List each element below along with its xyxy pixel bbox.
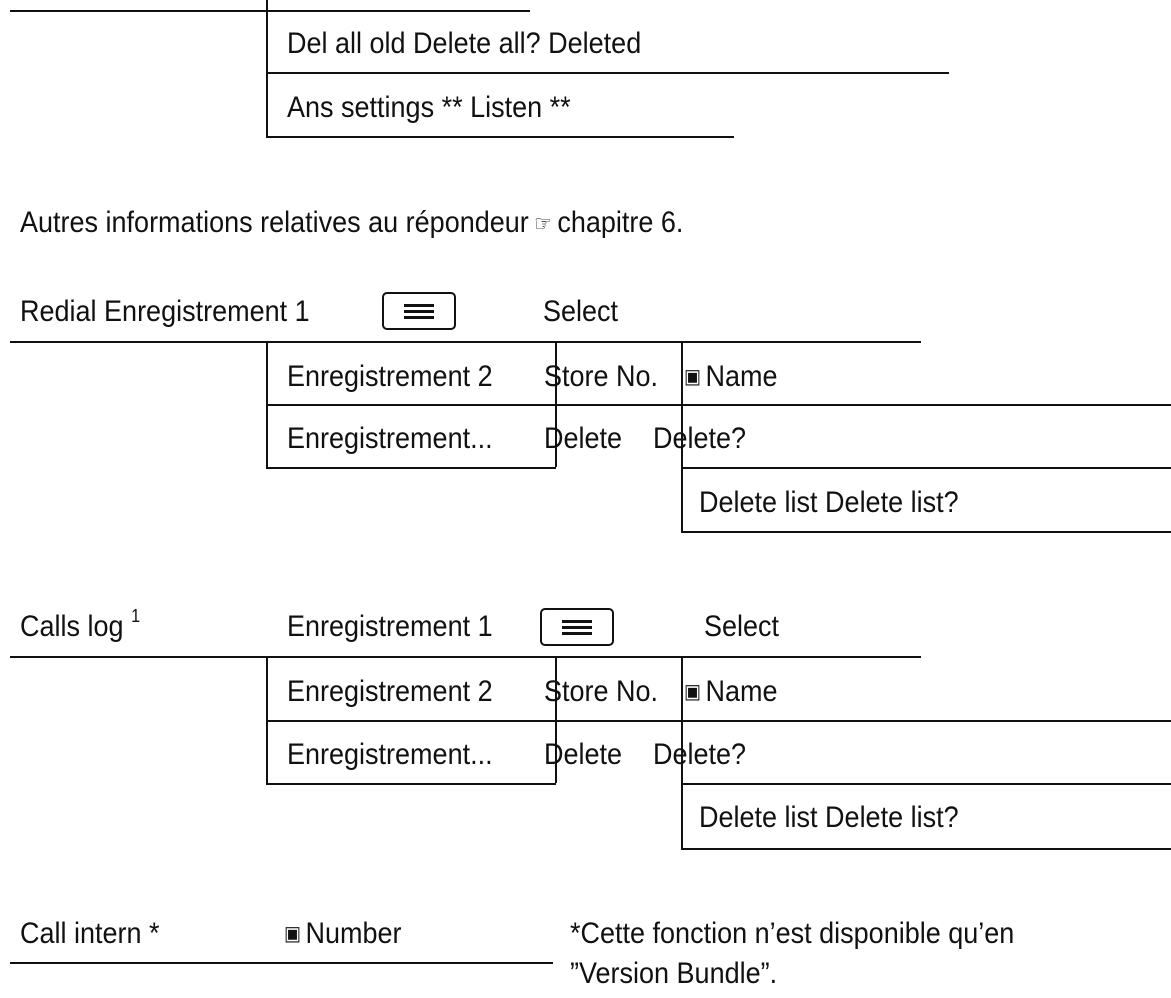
redial-line-3	[681, 531, 1171, 533]
note-text-after: chapitre 6.	[557, 206, 684, 239]
redial-head: Redial Enregistrement 1	[20, 295, 310, 328]
calls-entry: Enregistrement 1	[287, 610, 493, 643]
calls-row-1: Enregistrement 2	[287, 675, 493, 708]
redial-row-3: Delete list Delete list?	[699, 486, 959, 519]
redial-row-1: Enregistrement 2	[287, 360, 493, 393]
calls-row-1-target: Name	[705, 675, 778, 708]
top-row-2: Ans settings ** Listen **	[287, 91, 571, 124]
calls-row-1-action: Store No.	[544, 675, 659, 708]
intern-value: Number	[305, 917, 402, 950]
intern-footnote-2: ”Version Bundle”.	[570, 957, 778, 990]
menu-key-icon	[540, 608, 614, 646]
redial-row-1-target: Name	[705, 360, 778, 393]
note-text-before: Autres informations relatives au répondeur	[20, 206, 529, 239]
intern-line	[10, 962, 553, 964]
intern-footnote-1: *Cette fonction n’est disponible qu’en	[570, 917, 1015, 950]
calls-row-2-action: Delete	[544, 738, 623, 771]
redial-row-1-target-wrap	[684, 360, 778, 394]
calls-line-1	[266, 720, 1171, 722]
redial-select: Select	[543, 295, 619, 328]
calls-head	[20, 606, 141, 644]
redial-line-1	[266, 404, 1171, 406]
keypad-icon: ▣	[684, 681, 701, 703]
calls-head-label: Calls log	[20, 610, 124, 643]
calls-row-2-target: Delete?	[653, 738, 747, 771]
top-row-1: Del all old Delete all? Deleted	[287, 27, 642, 60]
redial-line-2	[266, 467, 556, 469]
keypad-icon: ▣	[684, 366, 701, 388]
calls-row-3: Delete list Delete list?	[699, 801, 959, 834]
calls-line-0	[10, 656, 921, 658]
intern-head: Call intern *	[20, 917, 160, 950]
menu-key-icon	[382, 292, 456, 330]
top-line-0	[10, 10, 530, 12]
calls-line-3	[681, 848, 1171, 850]
top-line-2	[266, 136, 734, 138]
calls-head-sup: 1	[131, 606, 141, 626]
calls-select: Select	[704, 610, 780, 643]
redial-row-2-action: Delete	[544, 422, 623, 455]
top-line-1	[266, 72, 949, 74]
calls-row-1-target-wrap	[684, 675, 778, 709]
redial-line-2b	[681, 467, 1171, 469]
calls-row-2: Enregistrement...	[287, 738, 493, 771]
redial-row-2: Enregistrement...	[287, 422, 493, 455]
redial-row-1-action: Store No.	[544, 360, 659, 393]
top-vline	[266, 0, 268, 137]
note-line	[20, 206, 683, 241]
calls-line-2	[266, 783, 556, 785]
redial-line-0	[10, 341, 921, 343]
keypad-icon: ▣	[284, 923, 301, 945]
pointing-hand-icon: ☞	[534, 211, 552, 236]
intern-value-wrap	[284, 917, 402, 951]
redial-row-2-target: Delete?	[653, 422, 747, 455]
calls-line-2b	[681, 783, 1171, 785]
